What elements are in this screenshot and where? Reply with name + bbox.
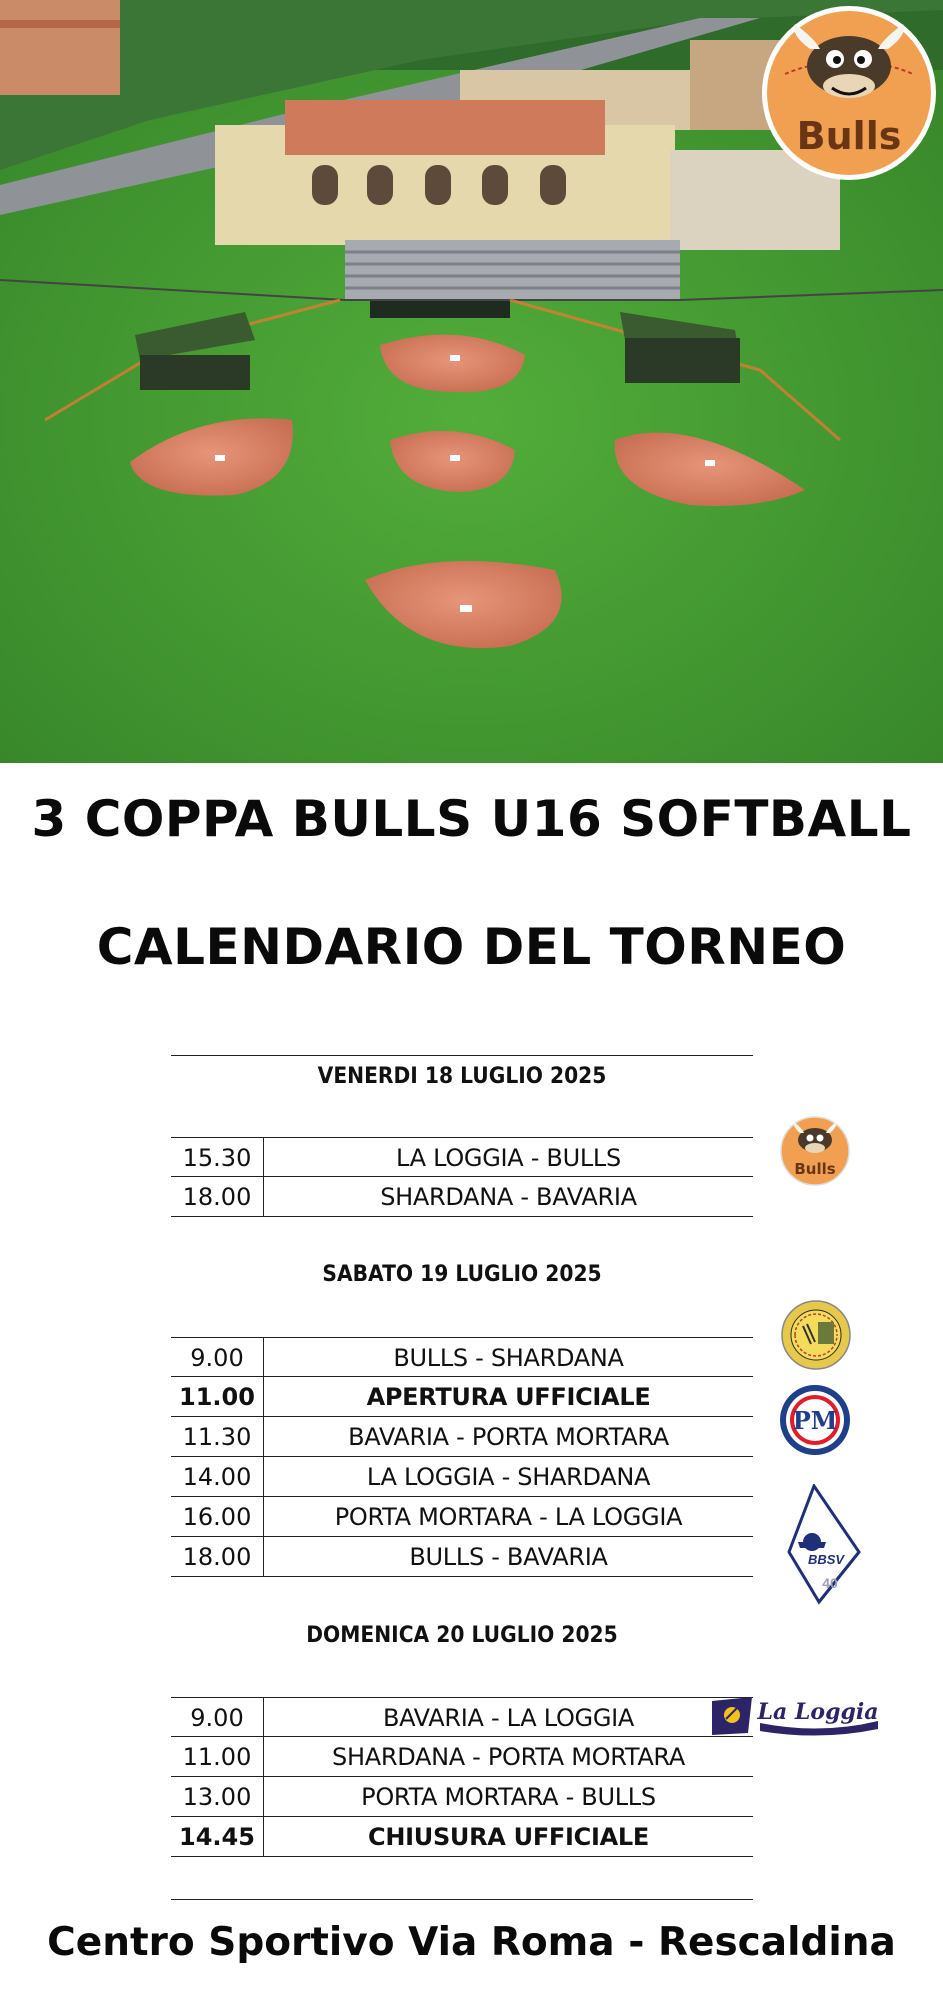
- game-match: APERTURA UFFICIALE: [366, 1383, 651, 1411]
- game-match: SHARDANA - BAVARIA: [380, 1183, 637, 1211]
- table-row: [171, 1697, 753, 1737]
- bulls-logo-text: Bulls: [796, 114, 902, 158]
- venue-text: Centro Sportivo Via Roma - Rescaldina: [47, 1920, 896, 1965]
- game-match: SHARDANA - PORTA MORTARA: [332, 1743, 685, 1771]
- table-row: [171, 1817, 753, 1857]
- table-row: [171, 1497, 753, 1537]
- game-match: PORTA MORTARA - LA LOGGIA: [334, 1503, 683, 1531]
- porta-mortara-logo-text: PM: [792, 1406, 838, 1435]
- table-row: [171, 1737, 753, 1777]
- page-title: 3 COPPA BULLS U16 SOFTBALL: [31, 790, 912, 848]
- game-match: BULLS - BAVARIA: [409, 1543, 608, 1571]
- game-time: 11.00: [171, 1377, 264, 1416]
- divider: [171, 1899, 753, 1900]
- table-row: [171, 1377, 753, 1417]
- game-match: BULLS - SHARDANA: [393, 1344, 624, 1372]
- bavaria-logo-text: BBSV: [807, 1552, 845, 1567]
- table-row: [171, 1177, 753, 1217]
- divider: [171, 1055, 753, 1056]
- game-match: PORTA MORTARA - BULLS: [361, 1783, 656, 1811]
- game-match: BAVARIA - LA LOGGIA: [382, 1704, 635, 1732]
- game-time: 14.00: [171, 1457, 264, 1496]
- game-match: CHIUSURA UFFICIALE: [368, 1823, 649, 1851]
- game-time: 18.00: [171, 1177, 264, 1216]
- table-row: [171, 1777, 753, 1817]
- game-time: 16.00: [171, 1497, 264, 1536]
- bulls-logo-small-text: Bulls: [794, 1160, 836, 1178]
- shardana-logo: [781, 1300, 851, 1370]
- table-row: [171, 1137, 753, 1177]
- bavaria-logo: [784, 1484, 864, 1606]
- bulls-logo-small: [780, 1116, 850, 1186]
- porta-mortara-logo: [779, 1384, 851, 1456]
- game-time: 13.00: [171, 1777, 264, 1816]
- page-subtitle: CALENDARIO DEL TORNEO: [96, 918, 847, 976]
- game-time: 9.00: [171, 1338, 264, 1376]
- game-time: 18.00: [171, 1537, 264, 1576]
- game-time: 11.00: [171, 1737, 264, 1776]
- table-row: [171, 1457, 753, 1497]
- table-row: [171, 1537, 753, 1577]
- game-time: 15.30: [171, 1138, 264, 1176]
- game-time: 9.00: [171, 1698, 264, 1736]
- table-row: [171, 1417, 753, 1457]
- day-label: DOMENICA 20 LUGLIO 2025: [306, 1623, 618, 1648]
- table-row: [171, 1337, 753, 1377]
- game-time: 11.30: [171, 1417, 264, 1456]
- svg-text:40: 40: [822, 1575, 838, 1591]
- day-label: VENERDI 18 LUGLIO 2025: [317, 1064, 607, 1089]
- hero-aerial-photo: [0, 0, 943, 763]
- la-loggia-logo-text: La Loggia: [757, 1699, 879, 1725]
- day-label: SABATO 19 LUGLIO 2025: [322, 1262, 602, 1287]
- game-match: LA LOGGIA - BULLS: [396, 1144, 621, 1172]
- game-match: LA LOGGIA - SHARDANA: [366, 1463, 651, 1491]
- la-loggia-logo: [710, 1693, 880, 1739]
- game-time: 14.45: [171, 1817, 264, 1856]
- game-match: BAVARIA - PORTA MORTARA: [348, 1423, 669, 1451]
